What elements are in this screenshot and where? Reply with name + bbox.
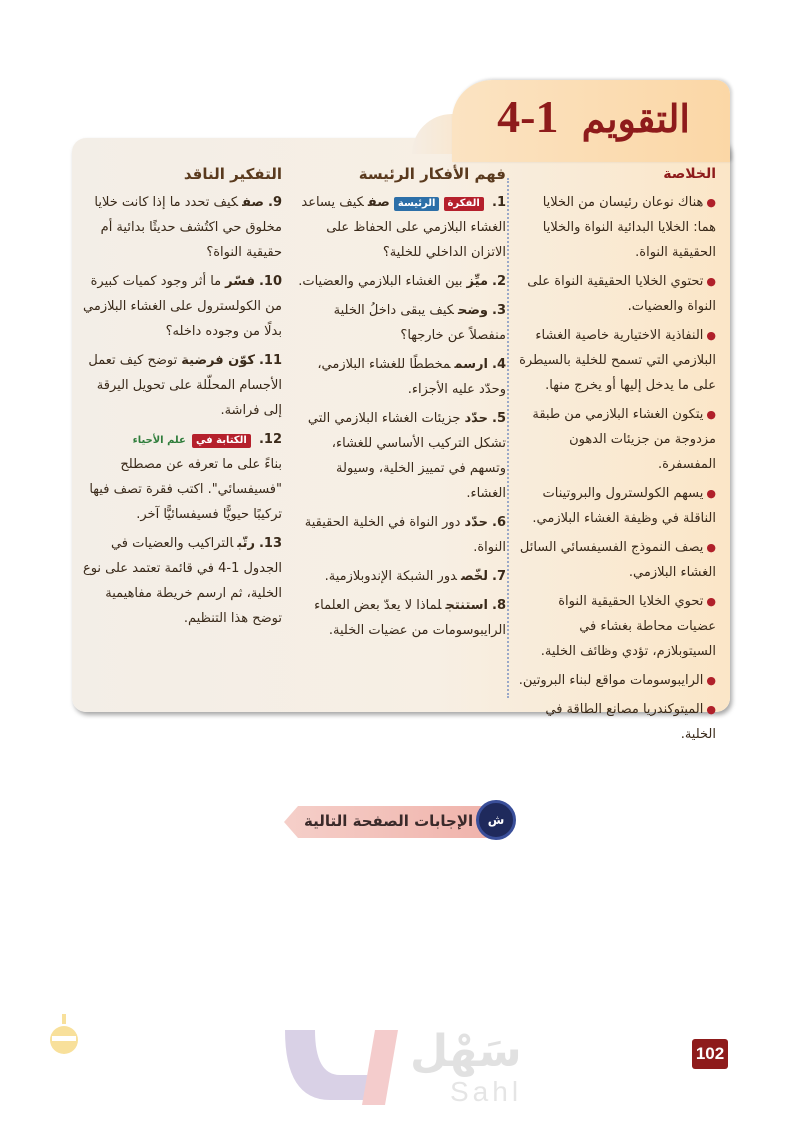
summary-text: يسهم الكولسترول والبروتينات الناقلة في وظيفة الغشاء البلازمي. [532, 486, 716, 526]
section-title [497, 90, 690, 143]
sahl-watermark [280, 1020, 530, 1120]
question-text: دور الشبكة الإندوبلازمية. [324, 569, 457, 584]
summary-item [516, 190, 716, 265]
question-text: توضح كيف تعمل الأجسام المحلّلة على تحويل اليرقة إلى فراشة. [88, 353, 282, 418]
summary-item [516, 697, 716, 747]
question-text: بناءً على ما تعرفه عن مصطلح "فسيفسائي". اكتب فقرة تصف فيها تركيبًا حيويًّا فسيفسائيًّا آخر. [89, 457, 282, 522]
tag-main: الرئيسة [394, 197, 439, 211]
question-text: كيف يبقى داخلُ الخلية منفصلاً عن خارجها؟ [333, 303, 506, 343]
question-verb: كوّن فرضية [181, 353, 255, 368]
summary-text: النفاذية الاختيارية خاصية الغشاء البلازمي التي تسمح للخلية بالسيطرة على ما يدخل إليها أو يخرج منها. [519, 328, 716, 393]
title-tab [452, 80, 730, 162]
question-number: 5. [492, 411, 506, 426]
summary-item [516, 402, 716, 477]
summary-item [516, 269, 716, 319]
summary-text: هناك نوعان رئيسان من الخلايا هما: الخلايا البدائية النواة والخلايا الحقيقية النواة. [542, 195, 716, 260]
question-number: 6. [492, 515, 506, 530]
question-verb: استنتج [445, 598, 488, 613]
question-verb: فسّر [225, 274, 255, 289]
summary-text: تحوي الخلايا الحقيقية النواة عضيات محاطة بغشاء في السيتوبلازم، تؤدي وظائف الخلية. [540, 594, 716, 659]
title-word: التقويم [581, 96, 690, 141]
summary-item [516, 535, 716, 585]
question-item [294, 406, 506, 506]
question-verb: صف [367, 195, 390, 210]
question-text: كيف تحدد ما إذا كانت خلايا مخلوق حي اكتُشف حديثًا بدائية أم حقيقية النواة؟ [94, 195, 282, 260]
bullet-icon: ● [706, 541, 716, 554]
title-number: 1-4 [497, 91, 559, 142]
summary-item [516, 668, 716, 693]
summary-text: يصف النموذج الفسيفسائي السائل الغشاء البلازمي. [519, 540, 716, 580]
answers-next-page-button[interactable] [284, 800, 514, 844]
bullet-icon: ● [706, 408, 716, 421]
question-verb: وضح [457, 303, 488, 318]
summary-text: الميتوكندريا مصانع الطاقة في الخلية. [545, 702, 716, 742]
question-text: جزيئات الغشاء البلازمي التي تشكل التركيب الأساسي للغشاء، وتسهم في تمييز الخلية، وسيولة الغشاء. [307, 411, 506, 501]
summary-text: تحتوي الخلايا الحقيقية النواة على النواة والعضيات. [527, 274, 716, 314]
tag-writing: الكتابة في [192, 434, 251, 448]
question-item [82, 190, 282, 265]
critical-heading: التفكير الناقد [183, 165, 282, 183]
question-verb: ارسم [454, 357, 488, 372]
question-item [294, 593, 506, 643]
question-number: 12. [258, 432, 282, 447]
watermark-latin: Sahl [450, 1076, 523, 1107]
question-number: 4. [492, 357, 506, 372]
question-text: بين الغشاء البلازمي والعضيات. [298, 274, 463, 289]
question-number: 11. [258, 353, 282, 368]
question-verb: حدّد [464, 515, 488, 530]
main-ideas-heading: فهم الأفكار الرئيسة [358, 165, 506, 183]
question-item [294, 564, 506, 589]
question-text: التراكيب والعضيات في الجدول 1-4 في قائمة تعتمد على نوع الخلية، ثم ارسم خريطة مفاهيمية توضح هذا التنظيم. [82, 536, 282, 626]
question-text: لماذا لا يعدّ بعض العلماء الرايبوسومات من عضيات الخلية. [314, 598, 506, 638]
bullet-icon: ● [706, 595, 716, 608]
question-number: 9. [268, 195, 282, 210]
question-verb: حدّد [464, 411, 488, 426]
question-number: 7. [492, 569, 506, 584]
question-item [82, 269, 282, 344]
bullet-icon: ● [706, 329, 716, 342]
sahl-logo-icon: ش [476, 800, 516, 840]
column-divider [507, 178, 509, 698]
summary-column [516, 162, 716, 751]
question-text: دور النواة في الخلية الحقيقية النواة. [304, 515, 506, 555]
watermark-arabic: سَهْل [410, 1026, 522, 1077]
question-text: مخططًا للغشاء البلازمي، وحدّد عليه الأجزاء. [317, 357, 506, 397]
question-item [294, 269, 506, 294]
summary-item [516, 323, 716, 398]
question-item [294, 352, 506, 402]
bullet-icon: ● [706, 487, 716, 500]
question-item [294, 298, 506, 348]
question-number: 1. [492, 195, 506, 210]
side-logo-icon [44, 1010, 84, 1058]
main-ideas-list [294, 190, 506, 643]
tag-idea: الفكرة [444, 197, 484, 211]
watermark-logo-icon [280, 1020, 400, 1110]
tag-biology: علم الأحياء [132, 435, 186, 446]
question-number: 3. [492, 303, 506, 318]
bullet-icon: ● [706, 275, 716, 288]
banner-label: الإجابات الصفحة التالية [304, 812, 474, 830]
main-ideas-column [294, 162, 506, 647]
question-verb: رتّب [237, 536, 255, 551]
question-text: ما أثر وجود كميات كبيرة من الكولسترول على الغشاء البلازمي بدلًا من وجوده داخله؟ [83, 274, 282, 339]
question-number: 8. [492, 598, 506, 613]
summary-item [516, 589, 716, 664]
summary-list [516, 190, 716, 747]
question-number: 2. [492, 274, 506, 289]
bullet-icon: ● [706, 703, 716, 716]
summary-text: يتكون الغشاء البلازمي من طبقة مزدوجة من جزيئات الدهون المفسفرة. [532, 407, 716, 472]
bullet-icon: ● [706, 674, 716, 687]
question-item [294, 510, 506, 560]
assessment-card [72, 80, 730, 742]
question-verb: ميِّز [466, 274, 488, 289]
critical-list [82, 190, 282, 631]
summary-heading: الخلاصة [663, 166, 716, 182]
summary-text: الرايبوسومات مواقع لبناء البروتين. [518, 673, 704, 688]
question-number: 10. [258, 274, 282, 289]
question-item [294, 190, 506, 265]
question-verb: لخّص [460, 569, 488, 584]
question-text: كيف يساعد الغشاء البلازمي على الحفاظ على الاتزان الداخلي للخلية؟ [301, 195, 506, 260]
question-item [82, 531, 282, 631]
bullet-icon: ● [706, 196, 716, 209]
page-number: 102 [692, 1039, 728, 1069]
question-verb: صف [242, 195, 264, 210]
question-item [82, 348, 282, 423]
summary-item [516, 481, 716, 531]
question-number: 13. [258, 536, 282, 551]
question-item [82, 427, 282, 527]
critical-thinking-column [82, 162, 282, 635]
